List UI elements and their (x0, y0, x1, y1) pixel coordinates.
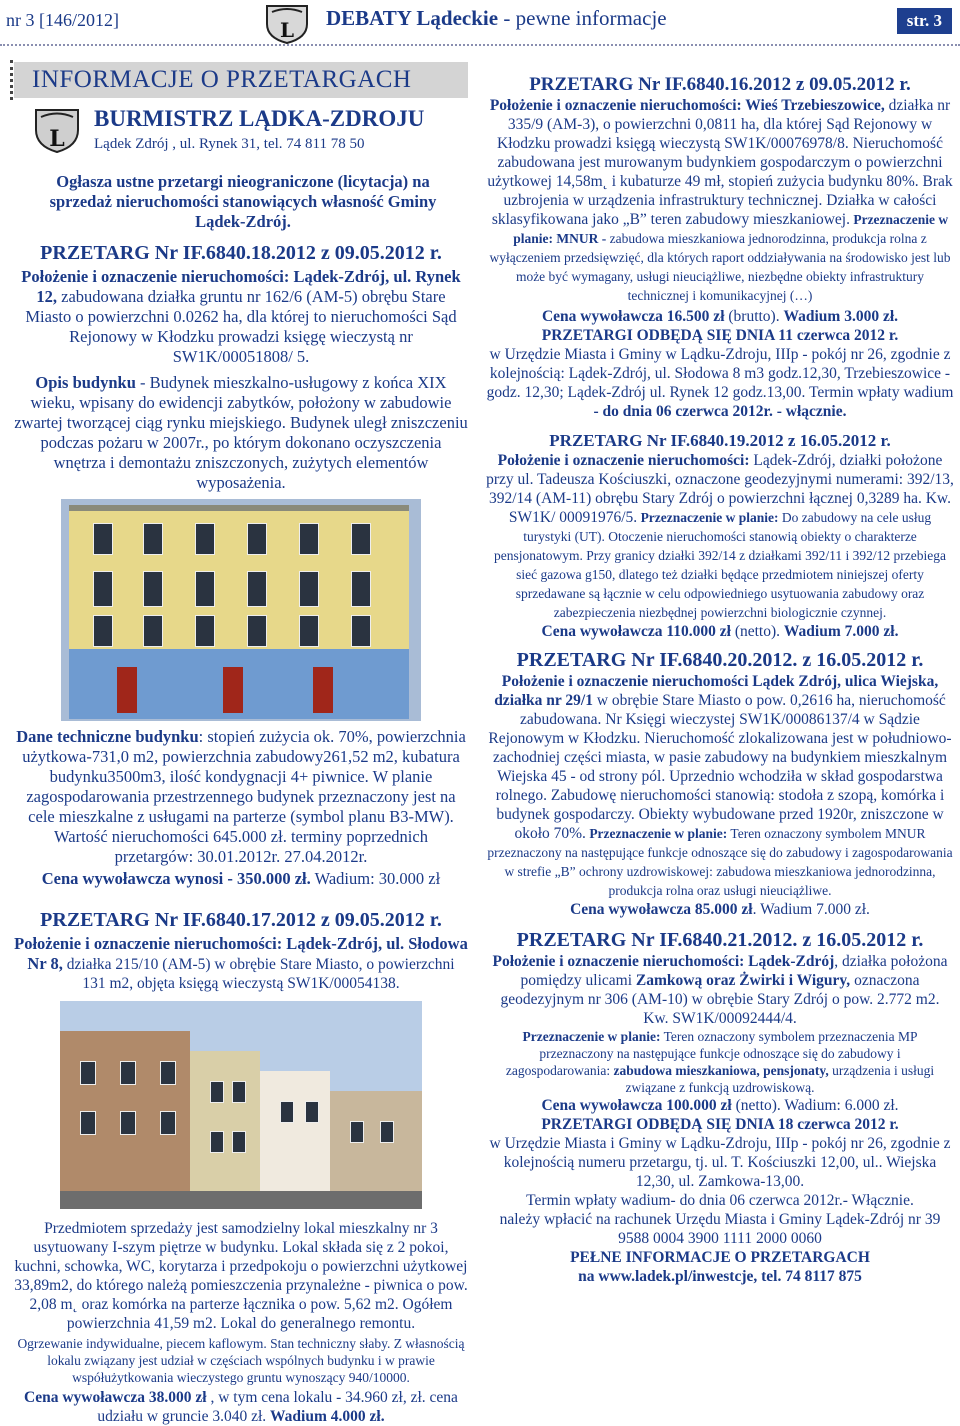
plan-label: Przeznaczenie w planie: (522, 1029, 661, 1044)
przetarg-18-opis (14, 373, 468, 493)
plan-label: Przeznaczenie w planie: (585, 826, 728, 841)
przetarg-17-location (14, 934, 468, 993)
przetarg-17-desc: Przedmiotem sprzedaży jest samodzielny lokal mieszkalny nr 3 usytuowany I-szym piętrze w budynku. Lokal składa się z 2 pokoi, kuchni, schowka, WC, korytarza i przedpokoju o powierzchni użytkowej 33,89m2, do którego należą pomieszczenia przynależne - piwnica o pow. 2,08 m˛ oraz komórka na parterze łącznika o pow. 5,62 m2. Ogółem powierzchnia 41,59 m2. Lokal do generalnego remontu. (14, 1220, 468, 1332)
left-column (14, 62, 468, 1426)
przetarg-21-konto: należy wpłacić na rachunek Urzędu Miasta i Gminy Lądek-Zdrój nr 39 9588 0004 3900 1111 2000 0060 (499, 1211, 941, 1247)
plan-label: Przeznaczenie w planie: (637, 510, 779, 525)
burmistrz-title: BURMISTRZ LĄDKA-ZDROJU (94, 106, 425, 131)
location-text: w obrębie Stare Miasto o pow. 0,2616 ha, nieruchomość zabudowana. Nr Księgi wieczystej SW1K/00086137/4 w Sądzie Rejonowym w Kłodzku. Nieruchomość zlokalizowana jest w południowo-zachodniej części miasta, w pasie zabudowy na budynkiem mieszkalnym Wiejska 45 - od strony pól. Uprzednio wchodziła w skład gospodarstwa rolnego. Zabudowę nieruchomości stanowią: stodoła z szopą, komórka i budynek gospodarczy. Obiekty wybudowane przed 1920r, zniszczone w około 70%. (488, 692, 952, 842)
przetarg-21-where: w Urzędzie Miasta i Gminy w Lądku-Zdroju, IIIp - pokój nr 26, zgodnie z kolejnością numeru przetargu, tj. ul. T. Kościuszki 12,00, ul.. Wiejska 12,30, ul. Zamkowa-13,00. (489, 1135, 951, 1190)
przetarg-18-cena (14, 869, 468, 889)
przetarg-18-heading: PRZETARG Nr IF.6840.18.2012 z 09.05.2012 r. (40, 242, 442, 264)
newspaper-tagline: - pewne informacje (498, 6, 667, 30)
right-column (486, 74, 954, 1286)
cena: Cena wywoławcza 16.500 zł (541, 308, 725, 325)
wadium: Wadium 3.000 zł. (783, 308, 899, 325)
plan-text: zabudowa mieszkaniowa jednorodzinna, produkcja rolna z wyłączeniem przedsięwzięć, dla których raport oddziaływania na środowisko jest lub może być wymagany, usługi nieuciążliwe, niezbędne obiekty infrastruktury technicznej i komunikacyjnej (…) (489, 231, 951, 303)
location-label: Położenie i oznaczenie nieruchomości Lądek Zdrój, ulica Wiejska, działka nr 29/1 (494, 673, 939, 709)
location-text: działka 215/10 (AM-5) w obrębie Stare Miasto, o powierzchni 131 m2, objęta księgą wieczystą SW1K/00054138. (62, 956, 455, 992)
header-divider (0, 44, 960, 46)
cena: Cena wywoławcza 100.000 zł (541, 1097, 732, 1114)
location-text: działka nr 335/9 (AM-3), o powierzchni 0,0811 ha, dla której Sąd Rejonowy w Kłodzku prowadzi księgą wieczystą SW1K/00076978/8. Nieruchomość zabudowana jest murowanym budynkiem gospodarczym o powierzchni użytkowej 14,58m˛ i kubaturze 49 mł, stopień zużycia budynku 80%. Brak uzbrojenia w urządzenia infrastruktury technicznej. Działka w całości sklasyfikowana jako „B” teren zabudowy mieszkaniowej. (487, 97, 953, 228)
przetarg-19-heading: PRZETARG Nr IF.6840.19.2012 z 16.05.2012 r. (549, 431, 891, 450)
przetarg-19-cena (486, 622, 954, 641)
side-dots (10, 60, 13, 100)
cena-mid: (brutto). (724, 308, 784, 325)
przetarg-16-odbeda: PRZETARGI ODBĘDĄ SIĘ DNIA 11 czerwca 2012 r. (541, 327, 899, 344)
newspaper-name: DEBATY Lądeckie (326, 6, 499, 30)
location-label: Położenie i oznaczenie nieruchomości: Wieś Trzebieszowice, (489, 97, 885, 114)
przetarg-21-location (486, 952, 954, 1028)
page-number-badge: str. 3 (897, 8, 952, 34)
cena-mid: (netto). (730, 623, 784, 640)
przetarg-18-location (14, 267, 468, 367)
opis-tail: , po którym dokonano oczyszczenia wnętrza i demontażu zniszczonych, zużytych elementów wyposażenia. (53, 433, 442, 492)
street-photo (60, 1001, 422, 1209)
coat-of-arms-icon (32, 106, 82, 154)
przetarg-17-heading: PRZETARG Nr IF.6840.17.2012 z 09.05.2012 r. (40, 909, 442, 931)
przetarg-16-location (486, 96, 954, 305)
svg-text:L: L (49, 126, 65, 152)
plan-text: Do zabudowy na cele usług turystyki (UT). Otoczenie nieruchomości stanowią obiekty o charakterze pensjonatowym. Przy granicy działki 392/14 z działkami 392/11 i 392/12 przebiega sieć gazowa g150, dlatego też działki będące przedmiotem niniejszej oferty sprzedawane są łącznie w celu odpowiedniego usytuowania zabudowy oraz zabezpieczenia niezbędnej powierzchni biologicznie czynnej. (493, 510, 946, 620)
plan-text: Teren oznaczony symbolem przeznaczenia MP przeznaczony na następujące funkcje odnoszące się do zabudowy i zagospodarowania: (505, 1029, 918, 1078)
przetarg-20-location (486, 672, 954, 900)
page-header (0, 0, 960, 44)
pelne-informacje: PEŁNE INFORMACJE O PRZETARGACH (570, 1249, 870, 1266)
przetarg-21-cena (486, 1096, 954, 1115)
cena-rest: Wadium: 30.000 zł (310, 869, 441, 888)
dane-label: Dane techniczne budynku (16, 727, 199, 746)
location-text: zabudowana działka gruntu nr 162/6 (AM-5) obrębu Stare Miasto o powierzchni 0.0262 ha, dla której to nieruchomości Sąd Rejonowy w Kłodzku prowadzi księgę wieczystą nr SW1K/00051808/ 5. (25, 287, 457, 366)
section-title: INFORMACJE O PRZETARGACH (14, 62, 468, 98)
przetarg-19-location (486, 451, 954, 622)
wadium: Wadium 7.000 zł. (783, 623, 899, 640)
burmistrz-address: Lądek Zdrój , ul. Rynek 31, tel. 74 811 78 50 (94, 136, 365, 152)
building-photo (61, 499, 421, 721)
przetarg-17-cena (14, 1388, 468, 1426)
wadium: Wadium 7.000 zł. (760, 901, 870, 918)
przetarg-16-where: w Urzędzie Miasta i Gminy w Lądku-Zdroju, IIIp - pokój nr 26, zgodnie z kolejnością: Lądek-Zdrój, ul. Słodowa 8 m3 godz.12,30, Trzebieszowice - godz. 12,30; Lądek-Zdrój ul. Rynek 12 godz.13,00. Termin wpłaty wadium (486, 346, 954, 401)
dane-text: : stopień zużycia ok. 70%, powierzchnia użytkowa-731,0 m2, powierzchnia zabudowy261,52 m2, kubatura budynku3500m3, ilość kondygnacji 4+ piwnice. W planie zagospodarowania przestrzennego budynek przeznaczony jest na cele mieszkalne z usługami na parterze (symbol planu B3-MW). Wartość nieruchomości 645.000 zł. terminy poprzednich przetargów: 30.01.2012r. 27.04.2012r. (22, 727, 466, 866)
przetarg-20-heading: PRZETARG Nr IF.6840.20.2012. z 16.05.2012 r. (516, 649, 924, 671)
opis-label: Opis budynku (35, 373, 136, 392)
plan-label: Przeznaczenie w planie: MNUR - (513, 212, 949, 246)
przetarg-21-plan (486, 1028, 954, 1096)
cena-label: Cena wywoławcza 38.000 zł (24, 1389, 207, 1406)
plan-tail: urządzenia i usługi związane z funkcją uzdrowiskową. (625, 1063, 935, 1095)
location-text: Lądek-Zdrój, działki położone przy ul. Tadeusza Kościuszki, oznaczone geodezyjnymi numerami: 392/13, 392/14 (AM-11) obrębu Stary Zdrój o powierzchni łącznej 0,3289 ha. Kw. SW1K/ 00091976/5. (486, 452, 954, 526)
przetarg-21-odbeda: PRZETARGI ODBĘDĄ SIĘ DNIA 18 czerwca 2012 r. (541, 1116, 899, 1133)
przetarg-16-heading: PRZETARG Nr IF.6840.16.2012 z 09.05.2012 r. (529, 74, 911, 95)
location-text: , działka położona pomiędzy ulicami (520, 953, 948, 989)
cena-mid: (netto). Wadium: 6.000 zł. (731, 1097, 899, 1114)
przetarg-20-cena (486, 900, 954, 919)
przetarg-16-cena (486, 307, 954, 326)
plan-text: Teren oznaczony symbolem MNUR przeznaczony na następujące funkcje odnoszące się do zabudowy i zagospodarowania w strefie „B” ochrony uzdrowiskowej: zabudowa mieszkaniowa jednorodzinna, produkcja rolna oraz usługi nieuciążliwe. (487, 826, 953, 898)
burmistrz-block (14, 104, 468, 162)
przetarg-21-termin: Termin wpłaty wadium- do dnia 06 czerwca 2012r.- Włącznie. (526, 1192, 914, 1209)
location-streets: Zamkową oraz Żwirki i Wigury, (635, 972, 851, 989)
coat-of-arms-icon (262, 2, 312, 44)
opis-text: - Budynek mieszkalno-usługowy z końca XIX wieku, wpisany do ewidencji zabytków, położony w zabudowie zwartej tworzącej ciąg rynku miejskiego. Budynek uległ zniszczeniu podczas pożaru w 2007r. (14, 373, 468, 452)
location-text2: oznaczona geodezyjnym nr 306 (AM-10) w obrębie Stary Zdrój o pow. 2.772 m2. Kw. SW1K/00092444/4. (500, 972, 940, 1027)
plan-bold: zabudowa mieszkaniowa, pensjonaty, (613, 1063, 829, 1078)
announcement: Ogłasza ustne przetargi nieograniczone (licytacja) na sprzedaż nieruchomości stanowiących własność Gminy Lądek-Zdrój. (49, 172, 437, 231)
location-label: Położenie i oznaczenie nieruchomości: Lądek-Zdrój, ul. Rynek 12, (21, 267, 461, 306)
wadium: Wadium 4.000 zł. (270, 1408, 385, 1425)
przetarg-16-deadline: - do dnia 06 czerwca 2012r. - włącznie. (593, 403, 847, 420)
cena-rest: , w tym cena lokalu - 34.960 zł, zł. cena udziału w gruncie 3.040 zł. (97, 1389, 458, 1425)
cena-label: Cena wywoławcza wynosi - 350.000 zł. (41, 869, 311, 888)
location-label: Położenie i oznaczenie nieruchomości: Lądek-Zdrój (492, 953, 835, 970)
przetarg-21-heading: PRZETARG Nr IF.6840.21.2012. z 16.05.2012 r. (516, 929, 924, 951)
przetarg-17-desc2: Ogrzewanie indywidualne, piecem kaflowym. Stan techniczny słaby. Z własnością lokalu związany jest udział w częściach wspólnych budynku i w prawie współużytkowania wieczystego gruntu wynoszący 940/10000. (17, 1336, 465, 1385)
newspaper-title (326, 6, 667, 31)
issue-number: nr 3 [146/2012] (6, 10, 119, 30)
pelne-informacje-link[interactable]: na www.ladek.pl/inwestcje, tel. 74 8117 875 (578, 1268, 862, 1285)
location-label: Położenie i oznaczenie nieruchomości: Lądek-Zdrój, ul. Słodowa Nr 8, (14, 934, 468, 973)
cena: Cena wywoławcza 85.000 zł (570, 901, 753, 918)
cena-mid: . (752, 901, 761, 918)
svg-text:L: L (279, 18, 295, 42)
przetarg-18-dane (14, 727, 468, 867)
cena: Cena wywoławcza 110.000 zł (541, 623, 731, 640)
location-label: Położenie i oznaczenie nieruchomości: (497, 452, 750, 469)
